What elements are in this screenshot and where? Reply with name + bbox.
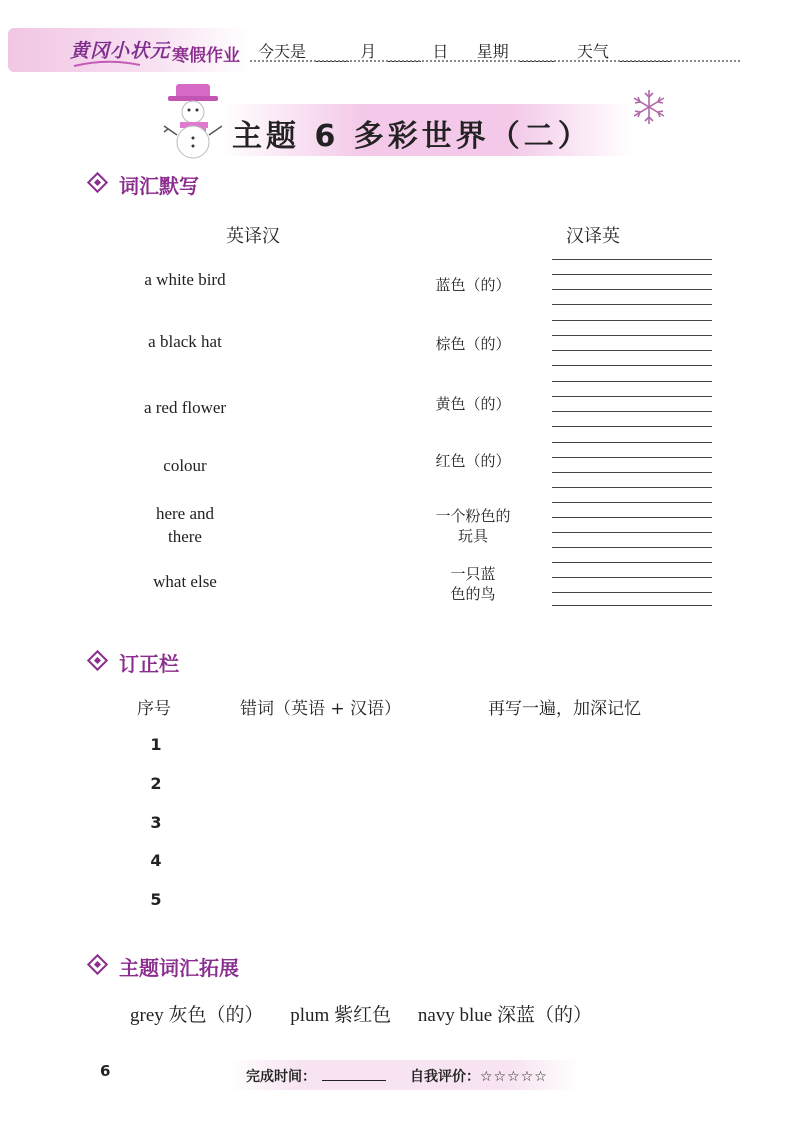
- extension-vocab-line: [130, 1000, 614, 1027]
- diamond-bullet-icon: [87, 172, 108, 193]
- writing-line[interactable]: [552, 335, 712, 336]
- page-title: 主题 6 多彩世界（二）: [232, 119, 592, 154]
- writing-line[interactable]: [552, 259, 712, 260]
- english-item: colour: [163, 456, 207, 475]
- chinese-item: 红色（的）: [435, 452, 511, 470]
- writing-line[interactable]: [552, 592, 712, 593]
- weekday-label: 星期: [476, 42, 509, 61]
- writing-line[interactable]: [552, 442, 712, 443]
- writing-line[interactable]: [552, 502, 712, 503]
- brand-swoosh-icon: [72, 60, 142, 68]
- writing-line[interactable]: [552, 605, 712, 606]
- weather-label: 天气: [576, 42, 609, 61]
- writing-line[interactable]: [552, 487, 712, 488]
- english-item: what else: [153, 572, 217, 591]
- snowman-icon: [160, 80, 230, 165]
- writing-line[interactable]: [552, 274, 712, 275]
- footer-line: [246, 1066, 548, 1086]
- correction-row-number: 4: [150, 851, 162, 870]
- correction-row-number: 3: [150, 813, 162, 832]
- writing-line[interactable]: [552, 577, 712, 578]
- writing-line[interactable]: [552, 320, 712, 321]
- rating-stars[interactable]: ☆☆☆☆☆: [480, 1069, 548, 1085]
- correction-row-number: 1: [150, 735, 162, 754]
- snowflake-icon: [630, 88, 668, 126]
- chinese-item: 黄色（的）: [435, 395, 511, 413]
- writing-line[interactable]: [552, 457, 712, 458]
- writing-line[interactable]: [552, 517, 712, 518]
- col-rewrite: 再写一遍，加深记忆: [488, 699, 641, 719]
- section-extension-title: 主题词汇拓展: [119, 956, 239, 980]
- date-today-label: 今天是: [258, 42, 307, 61]
- chinese-item: 一只蓝 色的鸟: [450, 565, 496, 603]
- col-zh-to-en: 汉译英: [566, 226, 620, 247]
- writing-line[interactable]: [552, 365, 712, 366]
- writing-line[interactable]: [552, 381, 712, 382]
- brand-logo: 黄冈小状元: [70, 40, 171, 62]
- chinese-item: 蓝色（的）: [435, 276, 511, 294]
- self-eval-label: 自我评价：: [410, 1069, 480, 1085]
- date-weather-line: [258, 39, 670, 62]
- writing-line[interactable]: [552, 350, 712, 351]
- col-wrong-word: 错词（英语 + 汉语）: [240, 699, 402, 719]
- writing-line[interactable]: [552, 289, 712, 290]
- writing-line[interactable]: [552, 532, 712, 533]
- writing-line[interactable]: [552, 547, 712, 548]
- section-correction-title: 订正栏: [119, 652, 179, 676]
- english-item: a black hat: [148, 332, 222, 351]
- diamond-bullet-icon: [87, 954, 108, 975]
- section-extension-heading: [90, 952, 239, 981]
- finish-time-blank[interactable]: [322, 1080, 386, 1081]
- section-vocab-title: 词汇默写: [119, 174, 199, 198]
- english-item: a white bird: [144, 270, 226, 289]
- day-label: 日: [432, 42, 449, 61]
- correction-row-number: 5: [150, 890, 162, 909]
- chinese-item: 一个粉色的 玩具: [435, 507, 511, 545]
- writing-line[interactable]: [552, 472, 712, 473]
- correction-row-number: 2: [150, 774, 162, 793]
- english-item: a red flower: [143, 398, 227, 417]
- extension-item: grey 灰色（的）: [130, 1005, 264, 1026]
- writing-line[interactable]: [552, 562, 712, 563]
- diamond-bullet-icon: [87, 650, 108, 671]
- writing-line[interactable]: [552, 396, 712, 397]
- finish-time-label: 完成时间：: [246, 1069, 316, 1085]
- section-correction-heading: [90, 648, 179, 677]
- extension-item: navy blue 深蓝（的）: [417, 1005, 592, 1026]
- section-vocab-heading: [90, 170, 199, 199]
- homework-title: 寒假作业: [172, 46, 240, 66]
- english-item: here and there: [155, 504, 215, 546]
- chinese-item: 棕色（的）: [435, 335, 511, 353]
- writing-line[interactable]: [552, 411, 712, 412]
- writing-line[interactable]: [552, 304, 712, 305]
- extension-item: plum 紫红色: [290, 1005, 392, 1026]
- writing-line[interactable]: [552, 426, 712, 427]
- month-label: 月: [360, 42, 377, 61]
- header-dotted-rule: [250, 60, 740, 62]
- col-number: 序号: [137, 699, 171, 719]
- page-number: 6: [100, 1062, 111, 1080]
- col-en-to-zh: 英译汉: [226, 226, 280, 247]
